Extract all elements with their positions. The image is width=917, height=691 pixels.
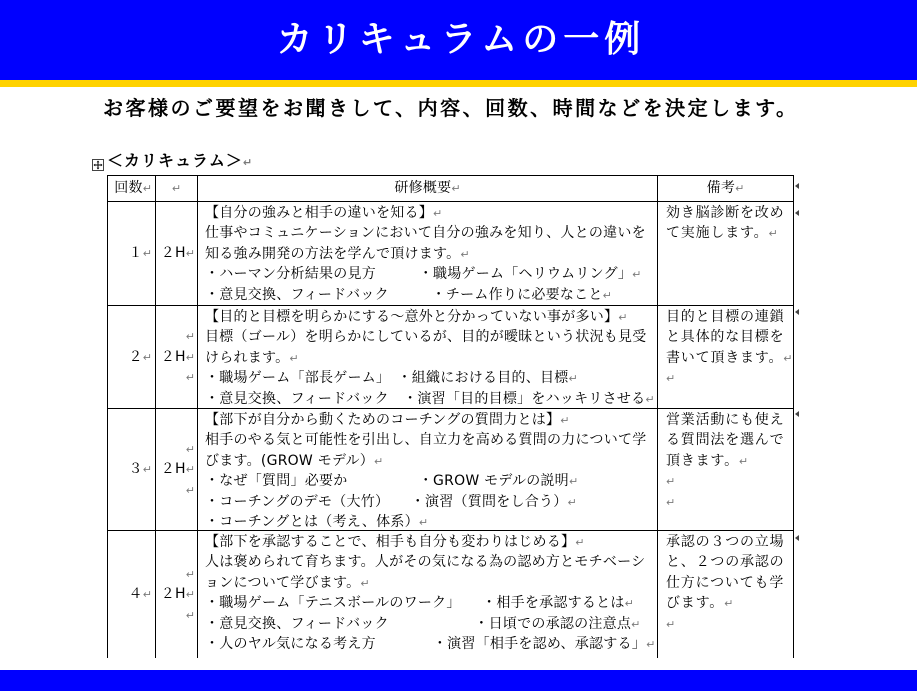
paragraph-mark: ↵	[185, 350, 195, 364]
paragraph-mark: ↵	[185, 588, 195, 602]
paragraph-mark: ↵	[624, 597, 634, 611]
summary-line: けられます。↵	[205, 349, 299, 366]
summary-cell	[198, 202, 658, 306]
duration-line: ２H↵	[160, 245, 195, 262]
notes-line: と具体的な目標を	[666, 329, 785, 346]
paragraph-mark: ↵	[666, 495, 676, 509]
paragraph-mark: ↵	[783, 351, 793, 365]
paragraph-mark: ↵	[666, 617, 676, 631]
paragraph-mark: ↵	[618, 311, 628, 324]
summary-line: びます。(GROW モデル）↵	[205, 452, 384, 469]
paragraph-mark: ↵	[666, 372, 676, 386]
paragraph-mark: ↵	[185, 608, 195, 622]
notes-line: 目的と目標の連鎖	[666, 309, 785, 325]
session-number-line: ４↵	[128, 586, 152, 603]
row-end-marker-icon	[795, 411, 799, 417]
summary-line: 【自分の強みと相手の違いを知る】↵	[205, 205, 443, 221]
accent-stripe	[0, 80, 917, 87]
notes-line: て実施します。↵	[666, 225, 778, 242]
paragraph-mark: ↵	[724, 597, 734, 611]
paragraph-mark: ↵	[185, 330, 195, 344]
header-notes-cell	[658, 176, 794, 202]
paragraph-mark: ↵	[460, 247, 470, 261]
summary-line: ・意見交換、フィードバック ・演習「目的目標」をハッキリさせる↵	[205, 390, 655, 407]
duration-line	[186, 367, 195, 387]
row-end-marker-icon	[795, 535, 799, 541]
duration-line	[186, 564, 195, 584]
paragraph-mark: ↵	[568, 372, 578, 386]
paragraph-mark: ↵	[575, 536, 585, 549]
notes-line: 頂きます。↵	[666, 452, 749, 469]
header-summary-cell	[198, 176, 658, 202]
duration-line	[186, 439, 195, 459]
section-heading: ＜カリキュラム＞↵	[107, 151, 253, 170]
duration-cell	[156, 306, 198, 409]
summary-line: 目標（ゴール）を明らかにしているが、目的が曖昧という状況も見受	[205, 329, 647, 346]
summary-line: 知る強み開発の方法を学んで頂けます。↵	[205, 245, 470, 262]
summary-line: ・職場ゲーム「テニスボールのワーク」 ・相手を承認するとは↵	[205, 595, 634, 612]
paragraph-mark: ↵	[735, 181, 745, 195]
paragraph-mark: ↵	[142, 181, 152, 195]
paragraph-mark: ↵	[185, 567, 195, 581]
paragraph-mark: ↵	[289, 351, 299, 365]
summary-cell	[198, 306, 658, 409]
notes-cell	[658, 306, 794, 409]
summary-line: 【部下が自分から動くためのコーチングの質問力とは】↵	[205, 412, 570, 428]
duration-line	[186, 480, 195, 500]
table-move-handle-icon[interactable]	[92, 159, 104, 171]
paragraph-mark: ↵	[374, 454, 384, 468]
footer-bar	[0, 670, 917, 691]
paragraph-mark: ↵	[185, 463, 195, 477]
summary-line: ョンについて学びます。↵	[205, 574, 370, 591]
row-end-marker-icon	[795, 183, 799, 189]
notes-cell	[658, 202, 794, 306]
paragraph-mark: ↵	[142, 588, 152, 602]
paragraph-mark: ↵	[185, 371, 195, 385]
summary-cell	[198, 531, 658, 658]
notes-line: 営業活動にも使え	[666, 412, 785, 428]
session-number-line: ３↵	[128, 461, 152, 478]
paragraph-mark: ↵	[242, 156, 253, 169]
notes-line: る質問法を選んで	[666, 432, 785, 449]
summary-line: ・意見交換、フィードバック ・チーム作りに必要なこと↵	[205, 286, 612, 303]
duration-line: ２H↵	[160, 461, 195, 478]
paragraph-mark: ↵	[185, 442, 195, 456]
duration-line	[186, 326, 195, 346]
paragraph-mark: ↵	[142, 247, 152, 261]
summary-line: 【部下を承認することで、相手も自分も変わりはじめる】↵	[205, 534, 585, 550]
notes-cell	[658, 531, 794, 658]
notes-cell	[658, 409, 794, 531]
paragraph-mark: ↵	[142, 350, 152, 364]
paragraph-mark: ↵	[360, 576, 370, 590]
paragraph-mark: ↵	[602, 288, 612, 302]
session-number-cell	[108, 306, 156, 409]
paragraph-mark: ↵	[631, 617, 641, 631]
paragraph-mark: ↵	[142, 463, 152, 477]
notes-line	[666, 368, 793, 388]
paragraph-mark: ↵	[646, 637, 656, 651]
paragraph-mark: ↵	[185, 483, 195, 497]
notes-line	[666, 471, 793, 491]
slide-title: カリキュラムの一例	[276, 19, 646, 60]
notes-line	[666, 614, 793, 634]
paragraph-mark: ↵	[560, 414, 570, 427]
summary-line: 相手のやる気と可能性を引出し、自立力を高める質問の力について学	[205, 432, 647, 449]
header-count-label: 回数↵	[114, 179, 152, 196]
paragraph-mark: ↵	[433, 207, 443, 220]
summary-line: ・なぜ「質問」必要か ・GROW モデルの説明↵	[205, 473, 579, 490]
duration-cell	[156, 202, 198, 306]
duration-line: ２H↵	[160, 348, 195, 365]
paragraph-mark: ↵	[568, 475, 579, 489]
paragraph-mark: ↵	[418, 515, 429, 529]
summary-line: 仕事やコミュニケーションにおいて自分の強みを知り、人との違いを	[205, 225, 646, 242]
duration-line: ２H↵	[160, 586, 195, 603]
summary-line: 人は褒められて育ちます。人がその気になる為の認め方とモチベーシ	[205, 554, 646, 571]
session-number-cell	[108, 409, 156, 531]
header-duration-label	[172, 178, 181, 199]
paragraph-mark: ↵	[171, 181, 182, 195]
paragraph-mark: ↵	[451, 181, 461, 195]
session-number-line: ２↵	[128, 348, 152, 365]
summary-cell	[198, 409, 658, 531]
summary-line: ・意見交換、フィードバック ・日頃での承認の注意点↵	[205, 615, 641, 632]
summary-line: ・ハーマン分析結果の見方 ・職場ゲーム「ヘリウムリング」↵	[205, 266, 642, 283]
session-number-cell	[108, 531, 156, 658]
duration-cell	[156, 409, 198, 531]
notes-line	[666, 492, 793, 512]
summary-line: ・コーチングのデモ（大竹） ・演習（質問をし合う）↵	[205, 493, 577, 510]
curriculum-table	[107, 175, 794, 658]
header-notes-label: 備考↵	[706, 179, 745, 196]
summary-line: ・職場ゲーム「部長ゲーム」 ・組織における目的、目標↵	[205, 370, 578, 387]
duration-cell	[156, 531, 198, 658]
session-number-line: １↵	[128, 245, 152, 262]
notes-line: びます。↵	[666, 595, 734, 612]
session-number-cell	[108, 202, 156, 306]
notes-line: 効き脳診断を改め	[666, 205, 785, 221]
paragraph-mark: ↵	[567, 495, 577, 509]
paragraph-mark: ↵	[666, 475, 676, 489]
paragraph-mark: ↵	[632, 268, 642, 282]
duration-line	[186, 605, 195, 625]
paragraph-mark: ↵	[738, 454, 749, 468]
notes-line: 承認の３つの立場	[666, 534, 785, 550]
notes-line: と、２つの承認の	[666, 554, 785, 571]
row-end-marker-icon	[795, 309, 799, 315]
paragraph-mark: ↵	[185, 247, 195, 261]
notes-line: 書いて頂きます。↵	[666, 349, 793, 366]
summary-line: ・人のヤル気になる考え方 ・演習「相手を認め、承認する」↵	[205, 635, 656, 652]
notes-line: 仕方についても学	[666, 574, 785, 591]
slide-subtitle: お客様のご要望をお聞きして、内容、回数、時間などを決定します。	[103, 96, 799, 120]
header-duration-cell	[156, 176, 198, 202]
paragraph-mark: ↵	[768, 227, 778, 241]
summary-line: 【目的と目標を明らかにする〜意外と分かっていない事が多い】↵	[205, 309, 628, 325]
header-count-cell	[108, 176, 156, 202]
paragraph-mark: ↵	[645, 392, 655, 406]
header-bar	[0, 0, 917, 80]
header-summary-label: 研修概要↵	[394, 179, 461, 196]
summary-line: ・コーチングとは（考え、体系）↵	[205, 513, 429, 530]
row-end-marker-icon	[795, 210, 799, 216]
